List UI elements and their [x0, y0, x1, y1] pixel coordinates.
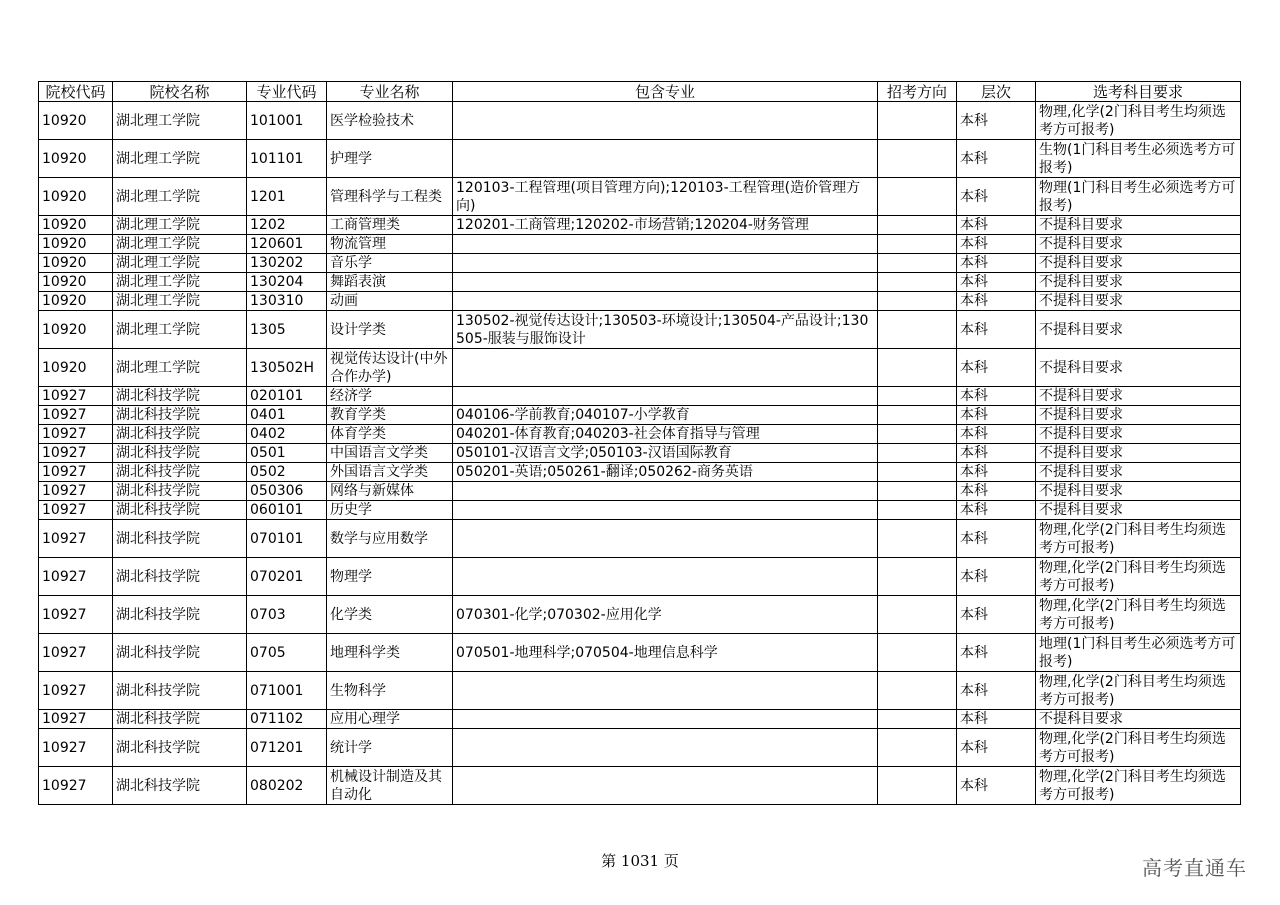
header-level: 层次	[957, 82, 1036, 102]
table-row	[39, 349, 1241, 387]
cell-school-code: 10920	[39, 349, 113, 387]
cell-included-majors	[453, 235, 878, 254]
cell-level: 本科	[957, 558, 1036, 596]
cell-school-name: 湖北科技学院	[113, 425, 247, 444]
cell-school-name: 湖北科技学院	[113, 482, 247, 501]
cell-level: 本科	[957, 406, 1036, 425]
cell-included-majors	[453, 520, 878, 558]
cell-level: 本科	[957, 520, 1036, 558]
cell-school-name: 湖北理工学院	[113, 311, 247, 349]
cell-direction	[878, 102, 957, 140]
cell-school-name: 湖北理工学院	[113, 254, 247, 273]
cell-major-name: 历史学	[327, 501, 453, 520]
cell-level: 本科	[957, 634, 1036, 672]
cell-major-code: 050306	[247, 482, 327, 501]
cell-major-code: 070101	[247, 520, 327, 558]
header-school-code: 院校代码	[39, 82, 113, 102]
table-row	[39, 558, 1241, 596]
page-number: 第 1031 页	[601, 852, 679, 870]
cell-school-name: 湖北科技学院	[113, 387, 247, 406]
table-row	[39, 254, 1241, 273]
cell-subject-requirement: 物理,化学(2门科目考生均须选考方可报考)	[1036, 558, 1241, 596]
cell-subject-requirement: 不提科目要求	[1036, 406, 1241, 425]
cell-major-code: 0501	[247, 444, 327, 463]
table-row	[39, 729, 1241, 767]
cell-direction	[878, 558, 957, 596]
cell-school-name: 湖北理工学院	[113, 273, 247, 292]
cell-level: 本科	[957, 596, 1036, 634]
cell-school-name: 湖北科技学院	[113, 444, 247, 463]
cell-included-majors	[453, 482, 878, 501]
cell-level: 本科	[957, 387, 1036, 406]
cell-level: 本科	[957, 710, 1036, 729]
cell-major-code: 070201	[247, 558, 327, 596]
cell-level: 本科	[957, 444, 1036, 463]
cell-direction	[878, 444, 957, 463]
cell-subject-requirement: 物理,化学(2门科目考生均须选考方可报考)	[1036, 520, 1241, 558]
table-row	[39, 710, 1241, 729]
cell-school-name: 湖北科技学院	[113, 710, 247, 729]
cell-school-code: 10927	[39, 710, 113, 729]
cell-subject-requirement: 生物(1门科目考生必须选考方可报考)	[1036, 140, 1241, 178]
cell-direction	[878, 596, 957, 634]
cell-major-code: 0705	[247, 634, 327, 672]
cell-major-name: 物流管理	[327, 235, 453, 254]
cell-included-majors	[453, 672, 878, 710]
cell-school-name: 湖北理工学院	[113, 140, 247, 178]
cell-subject-requirement: 不提科目要求	[1036, 482, 1241, 501]
cell-school-code: 10920	[39, 254, 113, 273]
table-row	[39, 311, 1241, 349]
cell-direction	[878, 634, 957, 672]
cell-level: 本科	[957, 102, 1036, 140]
cell-subject-requirement: 不提科目要求	[1036, 463, 1241, 482]
cell-major-code: 1305	[247, 311, 327, 349]
table-row	[39, 463, 1241, 482]
cell-major-name: 护理学	[327, 140, 453, 178]
cell-subject-requirement: 物理(1门科目考生必须选考方可报考)	[1036, 178, 1241, 216]
cell-major-name: 经济学	[327, 387, 453, 406]
cell-subject-requirement: 不提科目要求	[1036, 444, 1241, 463]
cell-school-code: 10927	[39, 729, 113, 767]
table-row	[39, 102, 1241, 140]
cell-subject-requirement: 不提科目要求	[1036, 273, 1241, 292]
cell-school-code: 10920	[39, 216, 113, 235]
cell-subject-requirement: 不提科目要求	[1036, 311, 1241, 349]
cell-school-name: 湖北科技学院	[113, 520, 247, 558]
cell-school-code: 10927	[39, 425, 113, 444]
cell-included-majors: 040106-学前教育;040107-小学教育	[453, 406, 878, 425]
cell-school-name: 湖北理工学院	[113, 178, 247, 216]
cell-level: 本科	[957, 273, 1036, 292]
cell-level: 本科	[957, 178, 1036, 216]
cell-included-majors	[453, 140, 878, 178]
admission-table	[38, 81, 1241, 805]
cell-major-code: 060101	[247, 501, 327, 520]
cell-school-code: 10927	[39, 558, 113, 596]
table-row	[39, 178, 1241, 216]
cell-level: 本科	[957, 254, 1036, 273]
cell-included-majors: 050101-汉语言文学;050103-汉语国际教育	[453, 444, 878, 463]
cell-direction	[878, 178, 957, 216]
cell-subject-requirement: 物理,化学(2门科目考生均须选考方可报考)	[1036, 102, 1241, 140]
cell-subject-requirement: 物理,化学(2门科目考生均须选考方可报考)	[1036, 596, 1241, 634]
cell-school-name: 湖北科技学院	[113, 634, 247, 672]
cell-school-code: 10927	[39, 672, 113, 710]
table-row	[39, 596, 1241, 634]
cell-direction	[878, 235, 957, 254]
cell-subject-requirement: 不提科目要求	[1036, 235, 1241, 254]
cell-major-code: 071201	[247, 729, 327, 767]
cell-school-code: 10920	[39, 140, 113, 178]
cell-school-code: 10920	[39, 102, 113, 140]
header-included-majors: 包含专业	[453, 82, 878, 102]
cell-subject-requirement: 物理,化学(2门科目考生均须选考方可报考)	[1036, 672, 1241, 710]
table-row	[39, 140, 1241, 178]
cell-subject-requirement: 不提科目要求	[1036, 710, 1241, 729]
cell-major-code: 071001	[247, 672, 327, 710]
cell-subject-requirement: 不提科目要求	[1036, 349, 1241, 387]
cell-major-name: 化学类	[327, 596, 453, 634]
cell-school-code: 10920	[39, 178, 113, 216]
cell-direction	[878, 672, 957, 710]
cell-level: 本科	[957, 216, 1036, 235]
cell-major-name: 外国语言文学类	[327, 463, 453, 482]
cell-level: 本科	[957, 482, 1036, 501]
cell-major-name: 生物科学	[327, 672, 453, 710]
cell-major-name: 应用心理学	[327, 710, 453, 729]
cell-school-code: 10927	[39, 387, 113, 406]
cell-major-code: 120601	[247, 235, 327, 254]
cell-level: 本科	[957, 292, 1036, 311]
cell-direction	[878, 273, 957, 292]
cell-school-code: 10920	[39, 235, 113, 254]
cell-included-majors	[453, 254, 878, 273]
cell-major-code: 101001	[247, 102, 327, 140]
cell-included-majors	[453, 501, 878, 520]
cell-included-majors	[453, 292, 878, 311]
cell-subject-requirement: 不提科目要求	[1036, 425, 1241, 444]
cell-major-code: 0703	[247, 596, 327, 634]
cell-school-name: 湖北理工学院	[113, 216, 247, 235]
cell-subject-requirement: 不提科目要求	[1036, 387, 1241, 406]
table-row	[39, 406, 1241, 425]
cell-subject-requirement: 不提科目要求	[1036, 292, 1241, 311]
cell-level: 本科	[957, 501, 1036, 520]
cell-direction	[878, 463, 957, 482]
table-body	[39, 102, 1241, 805]
cell-major-name: 网络与新媒体	[327, 482, 453, 501]
table-row	[39, 501, 1241, 520]
cell-major-name: 舞蹈表演	[327, 273, 453, 292]
cell-major-code: 1202	[247, 216, 327, 235]
cell-included-majors: 070301-化学;070302-应用化学	[453, 596, 878, 634]
table-row	[39, 482, 1241, 501]
header-major-code: 专业代码	[247, 82, 327, 102]
cell-school-name: 湖北理工学院	[113, 102, 247, 140]
cell-included-majors: 120103-工程管理(项目管理方向);120103-工程管理(造价管理方向)	[453, 178, 878, 216]
cell-school-name: 湖北科技学院	[113, 767, 247, 805]
cell-school-code: 10927	[39, 520, 113, 558]
cell-level: 本科	[957, 729, 1036, 767]
cell-included-majors: 050201-英语;050261-翻译;050262-商务英语	[453, 463, 878, 482]
cell-major-name: 教育学类	[327, 406, 453, 425]
table-row	[39, 425, 1241, 444]
cell-direction	[878, 349, 957, 387]
table-row	[39, 672, 1241, 710]
table-row	[39, 444, 1241, 463]
table-row	[39, 216, 1241, 235]
table-row	[39, 520, 1241, 558]
cell-school-name: 湖北理工学院	[113, 235, 247, 254]
cell-major-name: 统计学	[327, 729, 453, 767]
cell-major-name: 机械设计制造及其自动化	[327, 767, 453, 805]
header-subject-requirement: 选考科目要求	[1036, 82, 1241, 102]
cell-school-code: 10920	[39, 311, 113, 349]
cell-major-code: 0502	[247, 463, 327, 482]
cell-level: 本科	[957, 767, 1036, 805]
cell-major-code: 130204	[247, 273, 327, 292]
cell-major-code: 130310	[247, 292, 327, 311]
cell-included-majors	[453, 767, 878, 805]
cell-included-majors	[453, 273, 878, 292]
header-school-name: 院校名称	[113, 82, 247, 102]
cell-major-name: 设计学类	[327, 311, 453, 349]
cell-school-code: 10927	[39, 596, 113, 634]
cell-subject-requirement: 不提科目要求	[1036, 501, 1241, 520]
table-row	[39, 387, 1241, 406]
cell-school-name: 湖北科技学院	[113, 501, 247, 520]
cell-major-name: 物理学	[327, 558, 453, 596]
cell-major-code: 130502H	[247, 349, 327, 387]
cell-direction	[878, 140, 957, 178]
cell-subject-requirement: 不提科目要求	[1036, 254, 1241, 273]
cell-major-name: 医学检验技术	[327, 102, 453, 140]
cell-school-code: 10927	[39, 767, 113, 805]
cell-school-name: 湖北科技学院	[113, 558, 247, 596]
header-major-name: 专业名称	[327, 82, 453, 102]
cell-direction	[878, 767, 957, 805]
cell-direction	[878, 406, 957, 425]
cell-subject-requirement: 物理,化学(2门科目考生均须选考方可报考)	[1036, 767, 1241, 805]
cell-direction	[878, 501, 957, 520]
cell-included-majors: 040201-体育教育;040203-社会体育指导与管理	[453, 425, 878, 444]
cell-included-majors	[453, 387, 878, 406]
cell-level: 本科	[957, 463, 1036, 482]
cell-included-majors	[453, 349, 878, 387]
cell-major-name: 地理科学类	[327, 634, 453, 672]
cell-subject-requirement: 物理,化学(2门科目考生均须选考方可报考)	[1036, 729, 1241, 767]
cell-major-code: 020101	[247, 387, 327, 406]
cell-level: 本科	[957, 140, 1036, 178]
table-row	[39, 634, 1241, 672]
cell-major-code: 130202	[247, 254, 327, 273]
table-header-row	[39, 82, 1241, 102]
cell-major-name: 视觉传达设计(中外合作办学)	[327, 349, 453, 387]
table-row	[39, 235, 1241, 254]
cell-major-code: 0402	[247, 425, 327, 444]
cell-major-code: 101101	[247, 140, 327, 178]
cell-included-majors: 070501-地理科学;070504-地理信息科学	[453, 634, 878, 672]
cell-subject-requirement: 地理(1门科目考生必须选考方可报考)	[1036, 634, 1241, 672]
cell-school-code: 10927	[39, 634, 113, 672]
cell-school-name: 湖北科技学院	[113, 406, 247, 425]
table-row	[39, 273, 1241, 292]
cell-direction	[878, 254, 957, 273]
cell-school-code: 10927	[39, 444, 113, 463]
cell-school-code: 10927	[39, 482, 113, 501]
cell-school-name: 湖北科技学院	[113, 672, 247, 710]
cell-level: 本科	[957, 672, 1036, 710]
cell-level: 本科	[957, 425, 1036, 444]
cell-major-code: 071102	[247, 710, 327, 729]
cell-included-majors	[453, 729, 878, 767]
cell-level: 本科	[957, 349, 1036, 387]
cell-direction	[878, 216, 957, 235]
cell-school-name: 湖北科技学院	[113, 596, 247, 634]
cell-included-majors	[453, 710, 878, 729]
cell-included-majors	[453, 102, 878, 140]
cell-school-name: 湖北理工学院	[113, 349, 247, 387]
cell-school-name: 湖北理工学院	[113, 292, 247, 311]
cell-direction	[878, 387, 957, 406]
cell-school-name: 湖北科技学院	[113, 463, 247, 482]
cell-level: 本科	[957, 235, 1036, 254]
cell-major-name: 中国语言文学类	[327, 444, 453, 463]
cell-school-code: 10927	[39, 463, 113, 482]
cell-included-majors: 130502-视觉传达设计;130503-环境设计;130504-产品设计;130505-服装与服饰设计	[453, 311, 878, 349]
cell-school-code: 10920	[39, 292, 113, 311]
cell-direction	[878, 729, 957, 767]
cell-major-name: 体育学类	[327, 425, 453, 444]
watermark-logo-text: 高考直通车	[1142, 856, 1247, 880]
cell-direction	[878, 292, 957, 311]
cell-major-name: 工商管理类	[327, 216, 453, 235]
cell-school-code: 10927	[39, 501, 113, 520]
cell-school-code: 10920	[39, 273, 113, 292]
cell-direction	[878, 710, 957, 729]
cell-level: 本科	[957, 311, 1036, 349]
cell-major-name: 动画	[327, 292, 453, 311]
cell-subject-requirement: 不提科目要求	[1036, 216, 1241, 235]
cell-direction	[878, 520, 957, 558]
cell-school-code: 10927	[39, 406, 113, 425]
header-direction: 招考方向	[878, 82, 957, 102]
cell-direction	[878, 425, 957, 444]
cell-major-code: 0401	[247, 406, 327, 425]
cell-school-name: 湖北科技学院	[113, 729, 247, 767]
table-row	[39, 292, 1241, 311]
cell-major-name: 音乐学	[327, 254, 453, 273]
cell-included-majors: 120201-工商管理;120202-市场营销;120204-财务管理	[453, 216, 878, 235]
cell-major-code: 080202	[247, 767, 327, 805]
cell-major-name: 管理科学与工程类	[327, 178, 453, 216]
table-row	[39, 767, 1241, 805]
cell-major-code: 1201	[247, 178, 327, 216]
cell-direction	[878, 482, 957, 501]
cell-major-name: 数学与应用数学	[327, 520, 453, 558]
cell-direction	[878, 311, 957, 349]
cell-included-majors	[453, 558, 878, 596]
